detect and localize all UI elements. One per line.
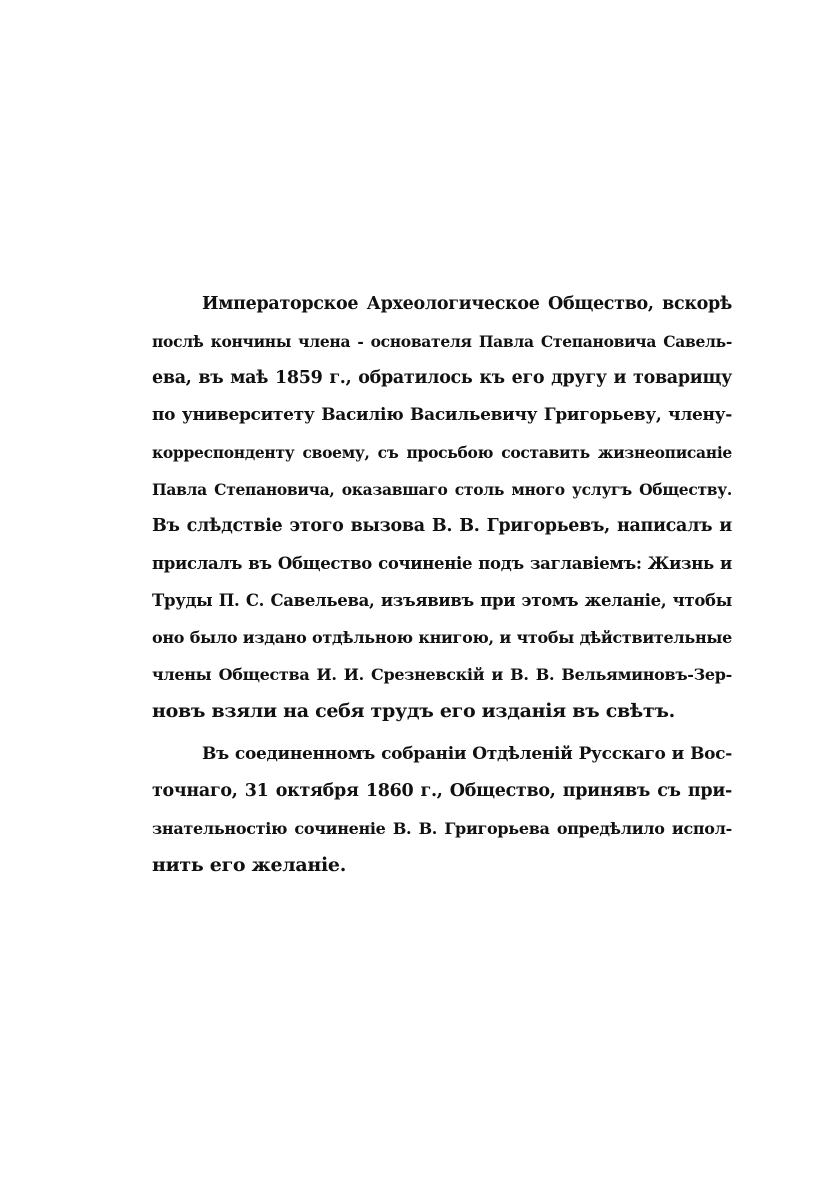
body-text [152,286,732,884]
text-line: послѣ кончины члена - основателя Павла Степановича Савель- [152,332,732,351]
text-line: Въ соединенномъ собраніи Отдѣленій Русскаго и Вос- [202,744,732,764]
text-line: корреспонденту своему, съ просьбою составить жизнеописаніе [152,443,732,462]
text-line: прислалъ въ Общество сочиненіе подъ заглавіемъ: Жизнь и [152,554,732,573]
text-line: оно было издано отдѣльною книгою, и чтобы дѣйствительные [152,628,732,647]
text-line: Павла Степановича, оказавшаго столь много услугъ Обществу. [152,480,732,499]
paragraph-1 [152,286,732,730]
text-line: Труды П. С. Савельева, изъявивъ при этомъ желаніе, чтобы [152,591,732,610]
text-line: члены Общества И. И. Срезневскій и В. В. Вельяминовъ-Зер- [152,665,732,684]
text-line: ева, въ маѣ 1859 г., обратилось къ его другу и товарищу [152,368,732,388]
paragraph-2 [152,736,732,884]
text-line: по университету Василію Васильевичу Григорьеву, члену- [152,405,732,425]
text-line: новъ взяли на себя трудъ его изданія въ свѣтъ. [152,700,675,722]
text-line: Въ слѣдствіе этого вызова В. В. Григорьевъ, написалъ и [152,516,732,536]
text-line: знательностію сочиненіе В. В. Григорьева опредѣлило испол- [152,819,732,838]
text-line: нить его желаніе. [152,854,347,876]
text-line: точнаго, 31 октября 1860 г., Общество, принявъ съ при- [152,781,732,801]
text-line: Императорское Археологическое Общество, вскорѣ [202,294,732,314]
